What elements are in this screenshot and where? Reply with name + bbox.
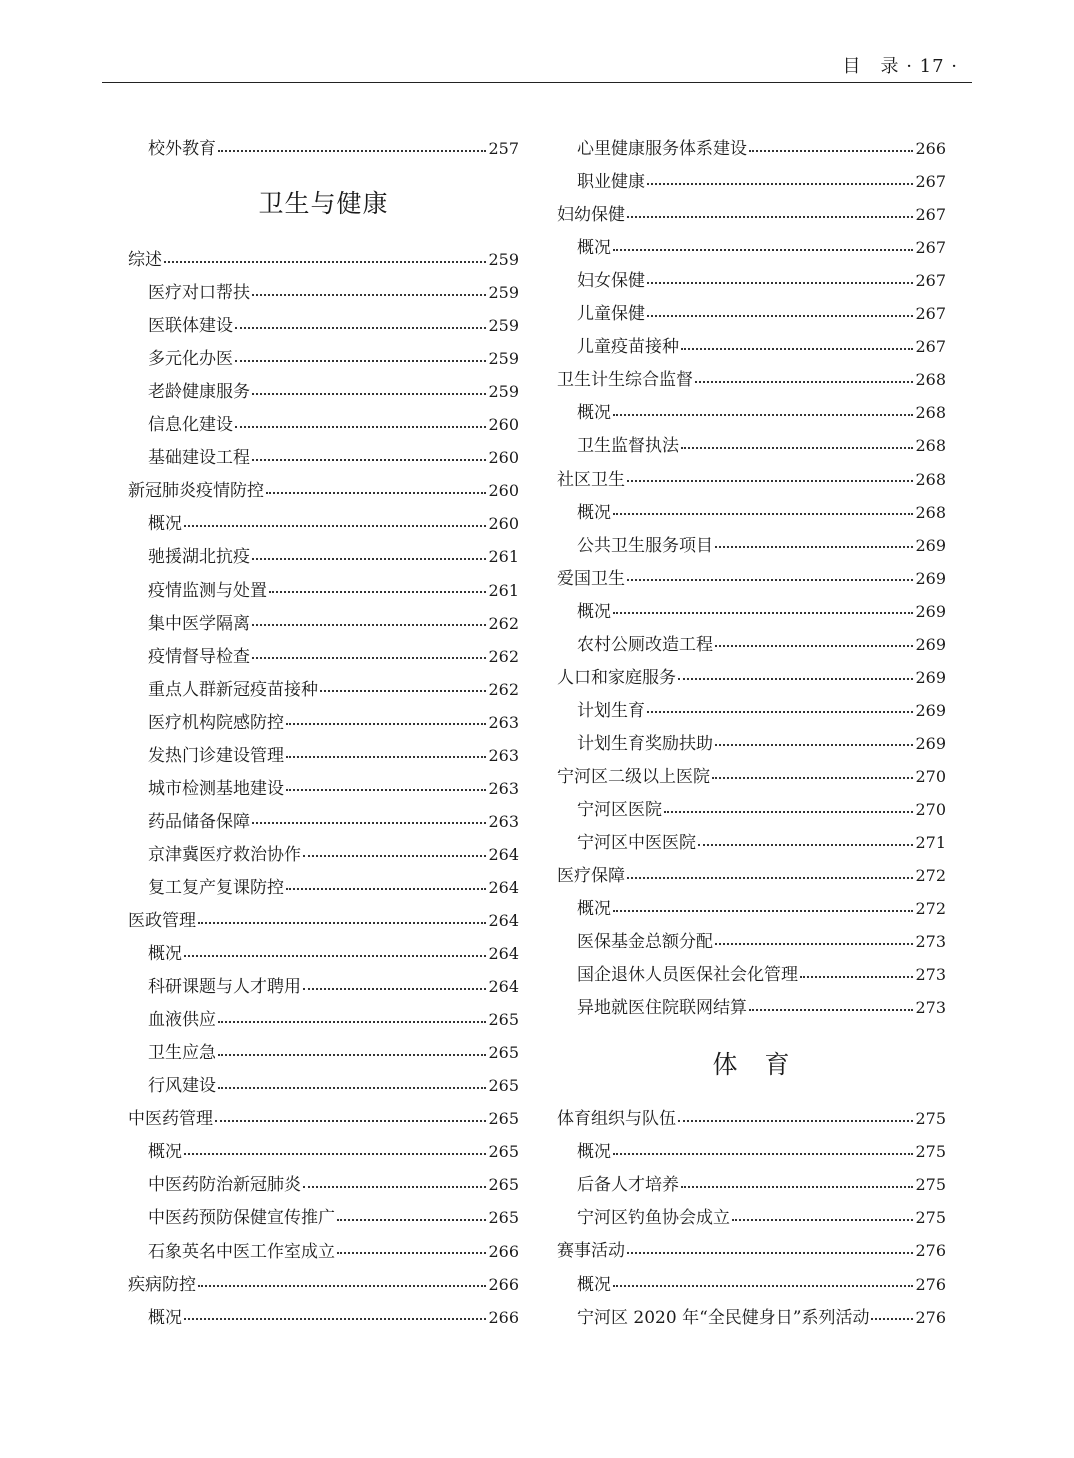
- toc-entry-page: 275: [915, 1208, 946, 1228]
- toc-entry-title: 爱国卫生: [557, 568, 625, 589]
- toc-entry-page: 271: [915, 833, 946, 853]
- toc-entry[interactable]: [128, 711, 519, 735]
- toc-entry[interactable]: [128, 942, 519, 966]
- toc-entry-title: 概况: [148, 944, 182, 965]
- toc-entry-title: 医疗保障: [557, 866, 625, 887]
- leader-dots: [218, 1020, 486, 1023]
- toc-entry[interactable]: [557, 501, 946, 525]
- toc-entry-title: 疫情监测与处置: [148, 580, 267, 601]
- toc-entry-title: 中医药管理: [128, 1109, 213, 1130]
- toc-entry-title: 儿童疫苗接种: [577, 337, 679, 358]
- toc-entry-title: 概况: [577, 502, 611, 523]
- toc-entry[interactable]: [557, 699, 946, 723]
- leader-dots: [715, 644, 913, 647]
- toc-entry-title: 概况: [577, 1274, 611, 1295]
- toc-entry[interactable]: [557, 897, 946, 921]
- toc-entry-page: 265: [488, 1109, 519, 1129]
- leader-dots: [235, 425, 486, 428]
- toc-entry-title: 妇幼保健: [557, 205, 625, 226]
- toc-entry[interactable]: [128, 975, 519, 999]
- leader-dots: [749, 149, 913, 152]
- toc-entry[interactable]: [557, 831, 946, 855]
- leader-dots: [320, 689, 486, 692]
- toc-entry-page: 266: [488, 1241, 519, 1261]
- toc-entry-title: 石象英名中医工作室成立: [148, 1241, 335, 1262]
- leader-dots: [715, 545, 913, 548]
- toc-entry-title: 农村公厕改造工程: [577, 634, 713, 655]
- leader-dots: [184, 1152, 486, 1155]
- toc-entry[interactable]: [557, 335, 946, 359]
- toc-entry[interactable]: [128, 1041, 519, 1065]
- toc-entry-page: 268: [915, 469, 946, 489]
- toc-entry-title: 妇女保健: [577, 271, 645, 292]
- toc-entry[interactable]: [128, 248, 519, 272]
- toc-entry-page: 268: [915, 403, 946, 423]
- toc-entry-title: 驰援湖北抗疫: [148, 547, 250, 568]
- toc-entry-title: 公共卫生服务项目: [577, 535, 713, 556]
- toc-entry-title: 国企退休人员医保社会化管理: [577, 965, 798, 986]
- leader-dots: [715, 743, 913, 746]
- toc-entry-title: 药品储备保障: [148, 811, 250, 832]
- toc-entry[interactable]: [557, 1140, 946, 1164]
- toc-entry-title: 血液供应: [148, 1010, 216, 1031]
- toc-entry-title: 中医药预防保健宣传推广: [148, 1208, 335, 1229]
- toc-entry-page: 259: [488, 349, 519, 369]
- toc-entry-title: 发热门诊建设管理: [148, 745, 284, 766]
- toc-entry-page: 273: [915, 965, 946, 985]
- leader-dots: [681, 446, 913, 449]
- toc-entry-page: 262: [488, 613, 519, 633]
- leader-dots: [286, 722, 486, 725]
- toc-entry-title: 宁河区二级以上医院: [557, 766, 710, 787]
- toc-entry-page: 265: [488, 1142, 519, 1162]
- leader-dots: [215, 1119, 486, 1122]
- toc-entry-page: 266: [488, 1274, 519, 1294]
- toc-entry[interactable]: [557, 798, 946, 822]
- leader-dots: [732, 1218, 913, 1221]
- toc-entry[interactable]: [557, 1173, 946, 1197]
- leader-dots: [235, 326, 486, 329]
- leader-dots: [627, 578, 913, 581]
- toc-entry[interactable]: [128, 1074, 519, 1098]
- toc-entry-page: 264: [488, 877, 519, 897]
- toc-entry-page: 273: [915, 932, 946, 952]
- toc-entry-title: 计划生育: [577, 700, 645, 721]
- leader-dots: [749, 1008, 913, 1011]
- toc-entry-title: 京津冀医疗救治协作: [148, 844, 301, 865]
- toc-entry[interactable]: [128, 446, 519, 470]
- toc-entry-title: 概况: [577, 601, 611, 622]
- toc-entry-page: 264: [488, 844, 519, 864]
- leader-dots: [218, 149, 486, 152]
- toc-entry[interactable]: [128, 645, 519, 669]
- toc-entry-page: 267: [915, 205, 946, 225]
- leader-dots: [184, 1317, 486, 1320]
- toc-entry[interactable]: [557, 765, 946, 789]
- toc-entry-title: 宁河区中医医院: [577, 833, 696, 854]
- toc-entry[interactable]: [128, 479, 519, 503]
- toc-entry-title: 概况: [577, 1142, 611, 1163]
- leader-dots: [647, 182, 913, 185]
- leader-dots: [198, 921, 486, 924]
- toc-entry[interactable]: [557, 468, 946, 492]
- leader-dots: [627, 1251, 913, 1254]
- toc-entry-page: 272: [915, 899, 946, 919]
- toc-entry[interactable]: [128, 545, 519, 569]
- toc-entry-page: 275: [915, 1142, 946, 1162]
- toc-entry-page: 272: [915, 866, 946, 886]
- toc-entry[interactable]: [128, 843, 519, 867]
- toc-entry-page: 269: [915, 667, 946, 687]
- toc-entry-title: 卫生计生综合监督: [557, 370, 693, 391]
- leader-dots: [613, 413, 913, 416]
- toc-entry-title: 新冠肺炎疫情防控: [128, 481, 264, 502]
- toc-entry-title: 赛事活动: [557, 1241, 625, 1262]
- leader-dots: [681, 1185, 913, 1188]
- toc-entry-page: 269: [915, 568, 946, 588]
- toc-entry-page: 257: [488, 139, 519, 158]
- toc-entry[interactable]: [128, 347, 519, 371]
- toc-entry[interactable]: [557, 996, 946, 1020]
- toc-entry-page: 267: [915, 271, 946, 291]
- toc-entry-page: 275: [915, 1109, 946, 1128]
- toc-entry-page: 265: [488, 1076, 519, 1096]
- toc-entry-title: 老龄健康服务: [148, 382, 250, 403]
- toc-entry[interactable]: [128, 1306, 519, 1330]
- toc-entry-page: 269: [915, 601, 946, 621]
- toc-entry[interactable]: [128, 1273, 519, 1297]
- toc-entry-page: 267: [915, 172, 946, 192]
- toc-entry[interactable]: [557, 137, 946, 161]
- toc-entry-title: 后备人才培养: [577, 1175, 679, 1196]
- leader-dots: [613, 512, 913, 515]
- toc-entry-page: 270: [915, 766, 946, 786]
- toc-entry[interactable]: [128, 137, 519, 161]
- toc-entry-page: 261: [488, 547, 519, 567]
- toc-entry[interactable]: [557, 236, 946, 260]
- leader-dots: [613, 248, 913, 251]
- toc-entry-page: 267: [915, 238, 946, 258]
- toc-entry[interactable]: [557, 930, 946, 954]
- toc-entry-page: 260: [488, 514, 519, 534]
- leader-dots: [252, 821, 486, 824]
- toc-entry[interactable]: [128, 579, 519, 603]
- toc-entry[interactable]: [128, 678, 519, 702]
- toc-entry[interactable]: [128, 413, 519, 437]
- toc-entry-page: 264: [488, 911, 519, 930]
- toc-entry[interactable]: [128, 909, 519, 933]
- toc-entry[interactable]: [557, 732, 946, 756]
- toc-entry-title: 重点人群新冠疫苗接种: [148, 679, 318, 700]
- toc-entry-page: 259: [488, 250, 519, 269]
- toc-entry-title: 体育组织与队伍: [557, 1109, 676, 1129]
- leader-dots: [235, 359, 486, 362]
- toc-entry-page: 263: [488, 778, 519, 798]
- toc-entry[interactable]: [557, 1273, 946, 1297]
- toc-entry-title: 宁河区钓鱼协会成立: [577, 1208, 730, 1229]
- toc-entry[interactable]: [557, 864, 946, 888]
- toc-entry-title: 集中医学隔离: [148, 613, 250, 634]
- toc-entry[interactable]: [557, 203, 946, 227]
- leader-dots: [286, 887, 486, 890]
- toc-entry[interactable]: [128, 777, 519, 801]
- toc-entry-page: 266: [488, 1307, 519, 1327]
- leader-dots: [627, 876, 913, 879]
- toc-entry-title: 人口和家庭服务: [557, 667, 676, 688]
- toc-entry[interactable]: [128, 1107, 519, 1131]
- toc-entry-page: 268: [915, 370, 946, 390]
- leader-dots: [698, 843, 913, 846]
- toc-entry[interactable]: [557, 401, 946, 425]
- toc-entry[interactable]: [128, 1240, 519, 1264]
- leader-dots: [871, 1317, 913, 1320]
- toc-entry-page: 263: [488, 745, 519, 765]
- toc-entry[interactable]: [128, 314, 519, 338]
- leader-dots: [695, 380, 913, 383]
- toc-entry[interactable]: [128, 512, 519, 536]
- toc-entry-title: 医保基金总额分配: [577, 932, 713, 953]
- leader-dots: [303, 1185, 486, 1188]
- toc-entry-page: 260: [488, 448, 519, 468]
- toc-entry-page: 264: [488, 944, 519, 964]
- section-title: 体 育: [712, 1050, 791, 1079]
- toc-entry-page: 261: [488, 580, 519, 600]
- toc-entry[interactable]: [557, 1107, 946, 1131]
- toc-entry[interactable]: [128, 1140, 519, 1164]
- toc-entry-page: 269: [915, 535, 946, 555]
- toc-entry-title: 概况: [577, 238, 611, 259]
- toc-entry-page: 262: [488, 646, 519, 666]
- toc-entry[interactable]: [128, 1008, 519, 1032]
- toc-entry-title: 疾病防控: [128, 1274, 196, 1295]
- toc-entry-title: 科研课题与人才聘用: [148, 977, 301, 998]
- toc-entry-title: 卫生监督执法: [577, 436, 679, 457]
- toc-entry-title: 职业健康: [577, 172, 645, 193]
- toc-entry[interactable]: [557, 1306, 946, 1330]
- leader-dots: [678, 1119, 913, 1122]
- toc-entry-title: 复工复产复课防控: [148, 877, 284, 898]
- toc-entry-page: 276: [915, 1241, 946, 1261]
- toc-entry-page: 259: [488, 382, 519, 402]
- toc-entry-page: 269: [915, 733, 946, 753]
- leader-dots: [252, 293, 486, 296]
- toc-entry-title: 中医药防治新冠肺炎: [148, 1175, 301, 1196]
- toc-entry[interactable]: [557, 633, 946, 657]
- toc-entry-title: 概况: [148, 1142, 182, 1163]
- toc-entry-page: 269: [915, 634, 946, 654]
- leader-dots: [613, 909, 913, 912]
- toc-entry-page: 265: [488, 1175, 519, 1195]
- toc-entry[interactable]: [557, 600, 946, 624]
- toc-entry[interactable]: [557, 170, 946, 194]
- toc-entry-page: 267: [915, 337, 946, 357]
- toc-entry[interactable]: [128, 380, 519, 404]
- toc-entry[interactable]: [557, 534, 946, 558]
- toc-entry-title: 概况: [148, 1307, 182, 1328]
- leader-dots: [800, 975, 913, 978]
- leader-dots: [252, 458, 486, 461]
- toc-entry-title: 多元化办医: [148, 349, 233, 370]
- leader-dots: [286, 788, 486, 791]
- toc-entry-page: 269: [915, 700, 946, 720]
- toc-entry[interactable]: [557, 567, 946, 591]
- leader-dots: [252, 623, 486, 626]
- toc-entry[interactable]: [557, 1206, 946, 1230]
- leader-dots: [627, 479, 913, 482]
- leader-dots: [303, 987, 486, 990]
- toc-entry-title: 卫生应急: [148, 1043, 216, 1064]
- leader-dots: [184, 524, 486, 527]
- toc-entry-page: 264: [488, 977, 519, 997]
- toc-entry-title: 宁河区 2020 年“全民健身日”系列活动: [577, 1307, 870, 1328]
- toc-entry-page: 275: [915, 1175, 946, 1195]
- leader-dots: [266, 491, 486, 494]
- toc-entry-page: 263: [488, 811, 519, 831]
- toc-entry-title: 校外教育: [148, 139, 216, 159]
- toc-entry-page: 259: [488, 316, 519, 336]
- leader-dots: [184, 954, 486, 957]
- leader-dots: [681, 347, 913, 350]
- toc-entry[interactable]: [128, 876, 519, 900]
- header-rule: [102, 82, 972, 83]
- toc-entry-page: 265: [488, 1208, 519, 1228]
- toc-entry-page: 268: [915, 436, 946, 456]
- leader-dots: [678, 677, 913, 680]
- leader-dots: [715, 942, 913, 945]
- toc-entry-title: 城市检测基地建设: [148, 778, 284, 799]
- leader-dots: [712, 776, 913, 779]
- toc-entry-title: 宁河区医院: [577, 800, 662, 820]
- leader-dots: [613, 1284, 913, 1287]
- leader-dots: [252, 392, 486, 395]
- toc-entry[interactable]: [557, 368, 946, 392]
- toc-entry[interactable]: [557, 1239, 946, 1263]
- toc-entry[interactable]: [557, 302, 946, 326]
- leader-dots: [647, 710, 913, 713]
- toc-entry-page: 265: [488, 1010, 519, 1030]
- toc-entry[interactable]: [128, 1206, 519, 1230]
- leader-dots: [337, 1218, 486, 1221]
- leader-dots: [252, 656, 486, 659]
- toc-entry-page: 260: [488, 415, 519, 435]
- leader-dots: [664, 810, 913, 813]
- toc-entry-page: 276: [915, 1307, 946, 1327]
- leader-dots: [269, 590, 486, 593]
- page-header: 目 录 · 17 ·: [842, 56, 958, 77]
- toc-entry[interactable]: [557, 666, 946, 690]
- toc-entry[interactable]: [128, 612, 519, 636]
- toc-entry[interactable]: [128, 281, 519, 305]
- toc-entry-page: 267: [915, 304, 946, 324]
- leader-dots: [337, 1251, 486, 1254]
- toc-entry-title: 异地就医住院联网结算: [577, 998, 747, 1019]
- leader-dots: [613, 611, 913, 614]
- toc-entry[interactable]: [128, 810, 519, 834]
- toc-entry-title: 医政管理: [128, 911, 196, 931]
- toc-entry-page: 262: [488, 679, 519, 699]
- leader-dots: [164, 260, 486, 263]
- toc-entry-title: 概况: [148, 514, 182, 535]
- toc-entry-title: 社区卫生: [557, 469, 625, 490]
- leader-dots: [218, 1086, 486, 1089]
- leader-dots: [198, 1284, 486, 1287]
- toc-entry-page: 270: [915, 800, 946, 819]
- toc-entry-page: 263: [488, 712, 519, 732]
- leader-dots: [647, 314, 913, 317]
- toc-entry-page: 259: [488, 283, 519, 303]
- toc-entry-page: 268: [915, 502, 946, 522]
- toc-entry-page: 273: [915, 998, 946, 1018]
- leader-dots: [647, 281, 913, 284]
- toc-entry-page: 266: [915, 139, 946, 158]
- leader-dots: [286, 755, 486, 758]
- toc-entry-title: 医疗对口帮扶: [148, 283, 250, 304]
- toc-entry-page: 260: [488, 481, 519, 501]
- toc-entry-title: 心里健康服务体系建设: [577, 139, 747, 159]
- toc-entry-page: 265: [488, 1043, 519, 1063]
- toc-entry-title: 行风建设: [148, 1076, 216, 1097]
- leader-dots: [252, 557, 486, 560]
- toc-entry-title: 基础建设工程: [148, 448, 250, 469]
- toc-entry[interactable]: [128, 1173, 519, 1197]
- leader-dots: [303, 854, 486, 857]
- toc-entry-title: 医疗机构院感防控: [148, 712, 284, 733]
- leader-dots: [218, 1053, 486, 1056]
- toc-entry-title: 概况: [577, 403, 611, 424]
- toc-entry[interactable]: [557, 434, 946, 458]
- toc-entry[interactable]: [557, 269, 946, 293]
- toc-entry-title: 信息化建设: [148, 415, 233, 436]
- toc-entry[interactable]: [557, 963, 946, 987]
- toc-entry-title: 计划生育奖励扶助: [577, 733, 713, 754]
- toc-entry-page: 276: [915, 1274, 946, 1294]
- leader-dots: [613, 1152, 913, 1155]
- toc-entry-title: 综述: [128, 250, 162, 270]
- section-title: 卫生与健康: [258, 189, 389, 218]
- toc-entry-title: 医联体建设: [148, 316, 233, 337]
- toc-entry-title: 儿童保健: [577, 304, 645, 325]
- toc-entry-title: 疫情督导检查: [148, 646, 250, 667]
- leader-dots: [627, 215, 913, 218]
- toc-entry-title: 概况: [577, 899, 611, 920]
- toc-entry[interactable]: [128, 744, 519, 768]
